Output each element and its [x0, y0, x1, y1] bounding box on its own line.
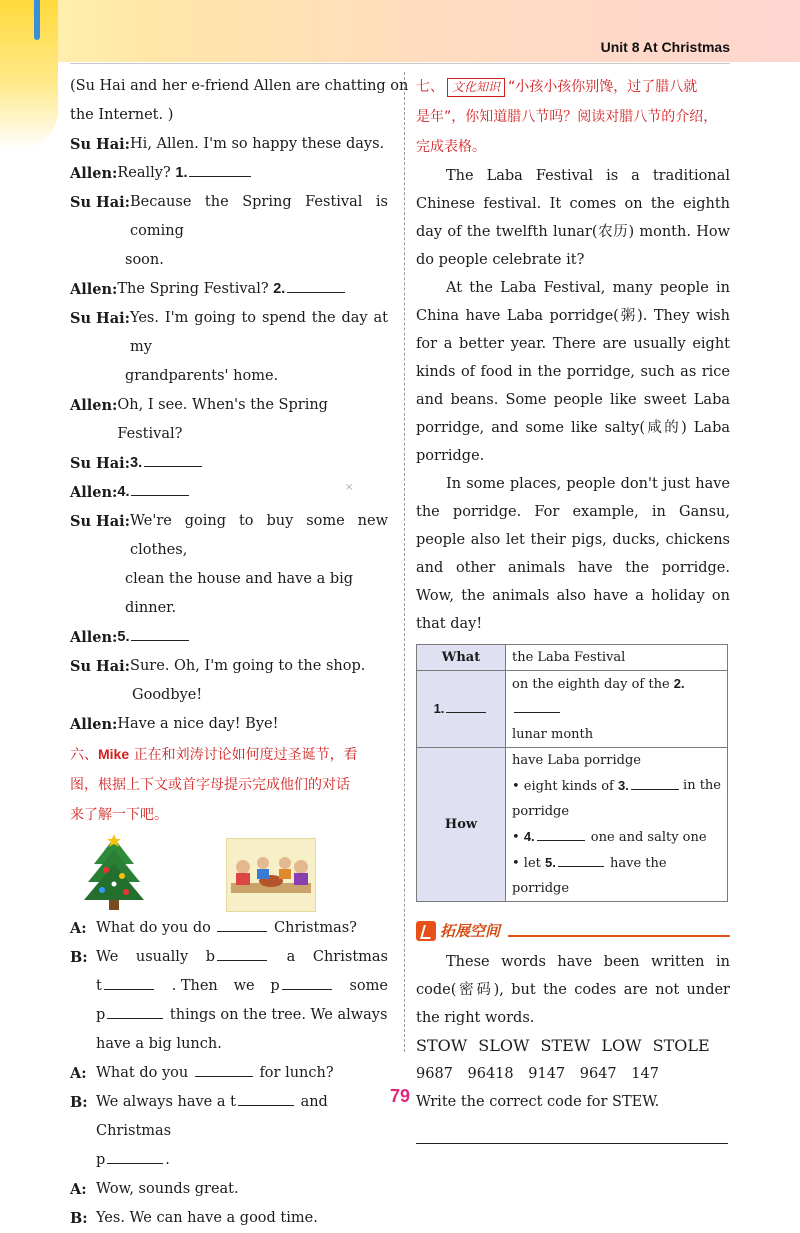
- row-value: the Laba Festival: [506, 645, 728, 671]
- speaker: Su Hai:: [70, 455, 131, 472]
- letter-hint: t: [96, 978, 102, 994]
- page-number: 79: [389, 1086, 411, 1106]
- reading-passage: [416, 162, 730, 638]
- dialog-line: [70, 710, 388, 739]
- family-dinner-image: [226, 838, 316, 912]
- dialog-text: . Then: [171, 978, 218, 994]
- answer-blank[interactable]: [217, 946, 267, 961]
- dialog-text: usually: [135, 949, 189, 965]
- answer-blank[interactable]: [217, 917, 267, 932]
- cell-text: on the eighth day of the: [512, 677, 670, 692]
- dialog-text: We always have a t: [96, 1094, 236, 1110]
- dialog-text: Hi, Allen. I'm so happy these days.: [130, 136, 385, 152]
- answer-blank[interactable]: [446, 698, 486, 713]
- speaker: Allen:: [70, 397, 118, 414]
- paragraph: The Laba Festival is a traditional Chinese festival. It comes on the eighth day of the twelfth lunar(农历) month. How do people celebrate it?: [416, 168, 730, 268]
- dialog-line: [70, 391, 388, 449]
- dialog-continuation: grandparents' home.: [125, 368, 279, 384]
- dialog-text: Have a nice day! Bye!: [117, 716, 279, 732]
- dialog-continuation: clean the house and have a big dinner.: [125, 571, 354, 616]
- section-number: 六、: [70, 747, 98, 763]
- code-words: STOW SLOW STEW LOW STOLE: [416, 1036, 710, 1055]
- dialog-line: [70, 159, 388, 188]
- dialog-line: [70, 623, 388, 652]
- answer-line[interactable]: [416, 1123, 728, 1144]
- table-row: [417, 748, 728, 902]
- answer-blank[interactable]: [631, 775, 679, 790]
- dialog-text: for lunch?: [259, 1065, 334, 1081]
- corner-decoration: [0, 0, 58, 150]
- answer-blank[interactable]: [107, 1149, 163, 1164]
- code-numbers: 9687 96418 9147 9647 147: [416, 1066, 659, 1082]
- dialog2-line: [70, 914, 388, 943]
- speaker: Su Hai:: [70, 513, 131, 530]
- dialog-text: Christmas?: [274, 920, 357, 936]
- unit-title: Unit 8 At Christmas: [600, 39, 730, 55]
- dialog-text: Sure. Oh, I'm going to the shop.: [130, 658, 366, 674]
- christmas-tree-image: [82, 834, 146, 912]
- answer-blank[interactable]: [514, 698, 560, 713]
- dialog-text: We're going to buy some new clothes,: [130, 513, 388, 558]
- cell-text: one and salty one: [590, 830, 707, 845]
- row-value: [506, 671, 728, 748]
- dialog-text: Wow, sounds great.: [96, 1181, 239, 1197]
- answer-blank[interactable]: [282, 975, 332, 990]
- dialog2-line: [70, 1204, 388, 1233]
- speaker: A:: [70, 920, 87, 937]
- extension-rule: [508, 935, 730, 937]
- question-number: 1.: [175, 165, 188, 181]
- dialog-text: Yes. I'm going to spend the day at my: [130, 310, 388, 355]
- speaker: Su Hai:: [70, 658, 131, 675]
- letter-hint: p: [96, 1007, 106, 1023]
- laba-info-table: [416, 644, 728, 902]
- dialog-text: things on the tree. We always: [169, 1007, 388, 1023]
- row-label: How: [417, 748, 506, 902]
- cell-text: • eight kinds of: [512, 779, 614, 794]
- question-number: 4.: [523, 829, 535, 844]
- answer-blank[interactable]: [131, 626, 189, 641]
- speaker: B:: [70, 1094, 88, 1111]
- right-column: [416, 72, 730, 1144]
- column-divider: [404, 72, 405, 1052]
- answer-blank[interactable]: [144, 452, 202, 467]
- question-number: 5.: [545, 855, 556, 870]
- answer-blank[interactable]: [195, 1062, 253, 1077]
- row-label: [417, 671, 506, 748]
- paragraph: At the Laba Festival, many people in China have Laba porridge(粥). They wish for a better year. There are usually eight kinds of food in the porridge, such as rice and beans. Some people like sweet Laba porridge, and some like salty(咸的) Laba porridge.: [416, 280, 730, 464]
- speaker: A:: [70, 1065, 87, 1082]
- dialog-line: [70, 275, 388, 304]
- dialog-line: [70, 130, 388, 159]
- question-number: 5.: [117, 629, 130, 645]
- letter-hint: b: [205, 949, 216, 965]
- question-number: 1.: [433, 701, 445, 716]
- extension-header: [416, 918, 730, 944]
- dialog-text: some: [349, 978, 388, 994]
- dialog-text: Really?: [117, 165, 176, 181]
- header-rule: [70, 63, 730, 64]
- name-mike: Mike: [98, 746, 130, 762]
- speaker: Allen:: [70, 281, 118, 298]
- section-6-instructions: [70, 739, 388, 830]
- dialog-text: Oh, I see. When's the Spring Festival?: [117, 397, 328, 442]
- dialog-text: a: [286, 949, 296, 965]
- speaker: Allen:: [70, 165, 118, 182]
- dialog-line: [70, 507, 388, 565]
- dialog-text: Because the Spring Festival is coming: [130, 194, 388, 239]
- answer-blank[interactable]: [189, 162, 251, 177]
- table-row: [417, 671, 728, 748]
- dialog2-line: [70, 943, 388, 972]
- dialog-continuation: soon.: [125, 252, 164, 268]
- extension-question: Write the correct code for STEW.: [416, 1094, 660, 1110]
- letter-hint: p: [96, 1152, 106, 1168]
- extension-icon: [416, 921, 436, 941]
- dialog2-line: [70, 1059, 388, 1088]
- question-number: 3.: [618, 778, 629, 793]
- dialog-text: What do you: [96, 1065, 189, 1081]
- question-number: 3.: [130, 455, 143, 471]
- dialog-line: [70, 478, 388, 507]
- cell-text: have Laba porridge: [512, 753, 641, 768]
- speaker: Allen:: [70, 716, 118, 733]
- table-row: [417, 645, 728, 671]
- speaker: Su Hai:: [70, 310, 131, 327]
- dialog-continuation: Goodbye!: [132, 687, 203, 703]
- section-number: 七、: [416, 79, 444, 95]
- speaker: Su Hai:: [70, 194, 131, 211]
- speaker: B:: [70, 1210, 88, 1227]
- paragraph: In some places, people don't just have the porridge. For example, in Gansu, people also let their pigs, ducks, chickens and other animals have the porridge. Wow, the animals also have a holiday on that day!: [416, 476, 730, 632]
- cell-text: in the: [683, 778, 721, 793]
- cell-text: • let: [512, 856, 541, 871]
- question-number: 4.: [117, 484, 130, 500]
- instruction-text: “小孩小孩你别馋，过了腊八就: [508, 79, 698, 95]
- instruction-text: 完成表格。: [416, 139, 486, 155]
- speaker: Allen:: [70, 629, 118, 646]
- cell-text: lunar month: [512, 727, 594, 742]
- answer-blank[interactable]: [287, 278, 345, 293]
- dialog2-continuation: [70, 1146, 388, 1175]
- letter-hint: p: [270, 978, 280, 994]
- dinner-scene-icon: [227, 839, 315, 911]
- scan-mark: ×: [345, 482, 354, 493]
- answer-blank[interactable]: [558, 852, 604, 867]
- speaker: Su Hai:: [70, 136, 131, 153]
- dialog-text: Yes. We can have a good time.: [96, 1210, 318, 1226]
- answer-blank[interactable]: [104, 975, 154, 990]
- extension-text: These words have been written in code(密码), but the codes are not under the right words.: [416, 954, 730, 1026]
- dialog2-continuation: [70, 972, 388, 1001]
- dialog2-line: [70, 1175, 388, 1204]
- dialog-line: [70, 449, 388, 478]
- dialog-text: What do you do: [96, 920, 211, 936]
- dialog2-continuation: have a big lunch.: [96, 1036, 222, 1052]
- dialog-line: [70, 652, 388, 681]
- cell-text: porridge: [512, 804, 570, 819]
- question-number: 2.: [273, 281, 286, 297]
- dialog-text: we: [233, 978, 255, 994]
- speaker: B:: [70, 949, 88, 966]
- speaker: Allen:: [70, 484, 118, 501]
- answer-blank[interactable]: [131, 481, 189, 496]
- cell-text: •: [512, 830, 520, 845]
- instruction-text: 图，根据上下文或首字母提示完成他们的对话: [70, 777, 350, 793]
- intro-line-2: the Internet. ): [70, 107, 174, 123]
- corner-stripe: [34, 0, 40, 40]
- answer-blank[interactable]: [107, 1004, 163, 1019]
- question-number: 2.: [673, 676, 685, 691]
- dialog-text: We: [96, 949, 119, 965]
- instruction-text: 正在和刘涛讨论如何度过圣诞节，看: [129, 747, 358, 763]
- intro-line-1: (Su Hai and her e-friend Allen are chatting on: [70, 78, 409, 94]
- section-7-instructions: [416, 72, 730, 162]
- extension-title: 拓展空间: [440, 921, 501, 940]
- illustrations: [70, 830, 388, 914]
- dialog2-continuation: [70, 1001, 388, 1030]
- dialog-line: [70, 304, 388, 362]
- speaker: A:: [70, 1181, 87, 1198]
- answer-blank[interactable]: [537, 826, 585, 841]
- instruction-text: 来了解一下吧。: [70, 807, 168, 823]
- row-label: What: [417, 645, 506, 671]
- cell-text: have the porridge: [512, 856, 667, 896]
- instruction-text: 是年”，你知道腊八节吗？阅读对腊八节的介绍，: [416, 109, 718, 125]
- dialog-text: .: [165, 1152, 170, 1168]
- dialog-text: The Spring Festival?: [117, 281, 274, 297]
- dialog-text: and Christmas: [96, 1094, 328, 1139]
- row-value: [506, 748, 728, 902]
- dialog-text: Christmas: [312, 949, 388, 965]
- culture-tag: 文化知识: [447, 78, 505, 97]
- dialog-line: [70, 188, 388, 246]
